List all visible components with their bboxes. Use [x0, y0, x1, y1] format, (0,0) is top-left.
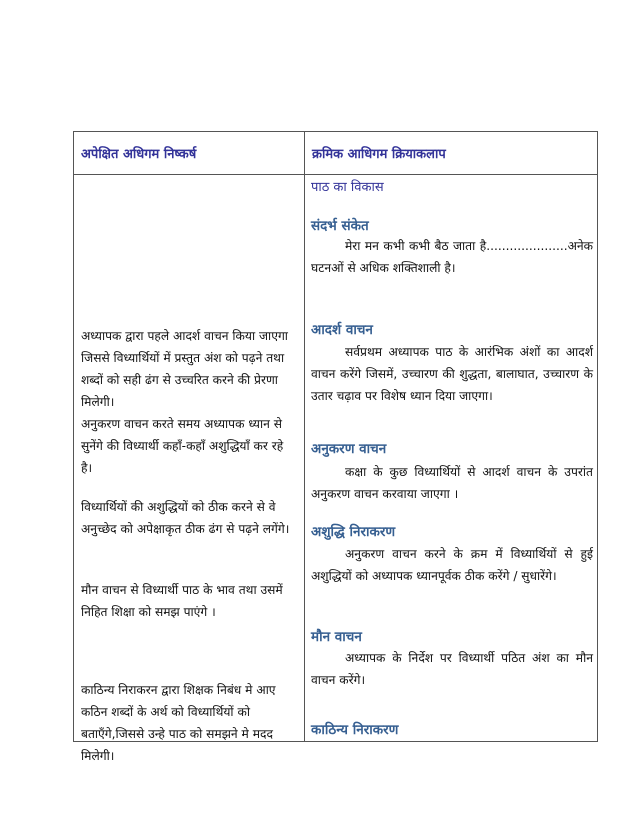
text-ashuddhi-nirakaran: अनुकरण वाचन करने के क्रम में विध्यार्थियों से हुई अशुद्धियों को अध्यापक ध्यानपूर्वक ठीक करेंगे / सुधारेंगे।	[311, 547, 593, 583]
heading-kathinya-nirakaran: काठिन्य निराकरण	[311, 722, 399, 738]
text-maun-vachan: अध्यापक के निर्देश पर विध्यार्थी पठित अंश का मौन वाचन करेंगे।	[311, 651, 593, 687]
section-title-path-ka-vikas: पाठ का विकास	[311, 180, 384, 195]
heading-anukaran-vachan: अनुकरण वाचन	[311, 441, 387, 457]
lesson-plan-table	[73, 131, 598, 763]
outcome-paragraph-kathinya: काठिन्य निराकरन द्वारा शिक्षक निबंध मे आए कठिन शब्दों के अर्थ को विध्यार्थियों को बताएँगे,जिससे उन्हे पाठ को समझने मे मदद मिलेगी।	[81, 683, 276, 763]
header-cell-left	[74, 132, 305, 175]
header-expected-outcomes: अपेक्षित अधिगम निष्कर्ष	[81, 147, 197, 162]
text-aadarsh-vachan: सर्वप्रथम अध्यापक पाठ के आरंभिक अंशों का आदर्श वाचन करेंगे जिसमें, उच्चारण की शुद्धता, बालाघात, उच्चारण के उतार चढ़ाव पर विशेष ध्यान दिया जाएगा।	[311, 345, 593, 403]
left-body-cell	[74, 175, 305, 763]
table-header-row	[74, 132, 598, 175]
heading-ashuddhi-nirakaran: अशुद्धि निराकरण	[311, 524, 396, 540]
outcome-paragraph-ashuddhi: विध्यार्थियों की अशुद्धियों को ठीक करने से वे अनुच्छेद को अपेक्षाकृत ठीक ढंग से पढ़ने लगेंगे।	[81, 500, 290, 536]
text-sandarbh-sanket: मेरा मन कभी कभी बैठ जाता है.....................अनेक घटनओं से अधिक शक्तिशाली है।	[311, 239, 593, 275]
header-learning-activities: क्रमिक आधिगम क्रियाकलाप	[312, 147, 446, 162]
heading-maun-vachan: मौन वाचन	[311, 629, 362, 645]
heading-sandarbh-sanket: संदर्भ संकेत	[311, 218, 369, 234]
header-cell-right	[305, 132, 598, 175]
text-anukaran-vachan: कक्षा के कुछ विध्यार्थियों से आदर्श वाचन के उपरांत अनुकरण वाचन करवाया जाएगा ।	[311, 465, 593, 501]
table-body-row	[74, 175, 598, 742]
outcome-paragraph-maun: मौन वाचन से विध्यार्थी पाठ के भाव तथा उसमें निहित शिक्षा को समझ पाएंगे ।	[81, 583, 283, 619]
outcome-paragraph-anukaran: अनुकरण वाचन करते समय अध्यापक ध्यान से सुनेंगे की विध्यार्थी कहाँ-कहाँ अशुद्धियाँ कर रहे है।	[81, 417, 284, 475]
heading-aadarsh-vachan: आदर्श वाचन	[311, 322, 373, 338]
right-body-cell	[305, 175, 598, 742]
outcome-paragraph-aadarsh: अध्यापक द्वारा पहले आदर्श वाचन किया जाएगा जिससे विध्यार्थियों में प्रस्तुत अंश को पढ़ने तथा शब्दों को सही ढंग से उच्चरित करने की प्रेरणा मिलेगी।	[81, 329, 288, 409]
